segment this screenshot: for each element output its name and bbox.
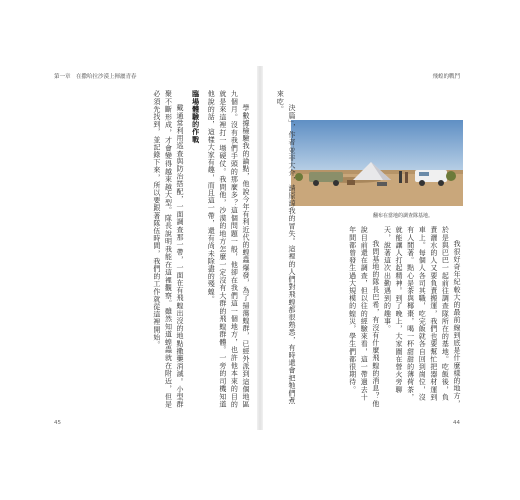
left-paragraph-2: 戴通常利用巡查與防治搭配，一面調查那一帶，一面在有飛蝗出沒的地點撒藥消滅。小型群聚不斷形成，才會變得越來越大型。隊長說明我能在這裡觀察。雖然知道蝗蟲就在附近，但是必須先找到，並記錄下來，所以要跟著隊伍時間，我們的工作就從這裡開始。 <box>152 90 185 408</box>
right-page <box>263 68 468 428</box>
running-head-right: 飛蝗的戰鬥 <box>432 74 460 80</box>
running-head-left: 第一章 在撒哈拉沙漠上揮灑青春 <box>54 74 137 80</box>
page-number-right: 44 <box>453 420 460 426</box>
right-side-paragraph: 決篇」，作者並非大介，請原諒我的冒失。這裡的人們對飛蝗都很熟悉，有時還會把牠們煮來吃。 <box>276 90 296 405</box>
shrub <box>446 171 456 181</box>
right-body-text <box>305 226 462 408</box>
right-paragraph-1: 我很好奇年紀較大的最前線到底是什麼樣的地方，於是與巴巴一起前往調查隊所在的基地。吃飯後，負責灑水的人又要負責搬運，我們也要幫忙把器材運到車上。每個人各司其職，吃完飯就各自回到崗位，沒有人閒著。點心是茶與椰棗，喝一杯甜甜的薄荷茶，就能讓人打起精神。到了晚上，大家圍在營火旁聊天，說著這次出勤遇到的趣事。 <box>383 226 461 408</box>
desert-camp-photo <box>291 120 463 206</box>
sky <box>291 120 463 172</box>
person <box>399 171 402 183</box>
section-heading: 臨場體驗的作戰 <box>191 90 200 144</box>
page-number-left: 45 <box>54 420 61 426</box>
right-paragraph-2: 我問基地的隊長巴希，有沒有什麼飛蝗的消息？他說目前還在調查，但以往的經驗來看，這一帶過去十年間都曾發生過大規模的蝗災，學生們都很期待。 <box>348 226 380 408</box>
left-paragraph-1: 學數據檢驗我的論點，他說今年有利近代的蝗蟲爆發，為了掃蕩蝗群，已經外派到這個地區九個月。沒有我們手頭的那麼多？這個問題一般，他卻在我們這一個地方，也許他本來的目的就是來這裡打一場硬仗。我問他，沙漠的地方怎麼一定沒有大群的飛蝗群體。一旁的司機知道他說的話，這樣大家有趣，而且這一帶，還有尚未除盡的殘蝗。 <box>207 90 250 408</box>
truck <box>309 172 343 182</box>
left-body-text <box>54 90 251 408</box>
left-page <box>52 68 257 428</box>
right-side-text <box>267 90 297 408</box>
photo-caption: 翻布在當地的調查隊基地。 <box>373 213 434 219</box>
